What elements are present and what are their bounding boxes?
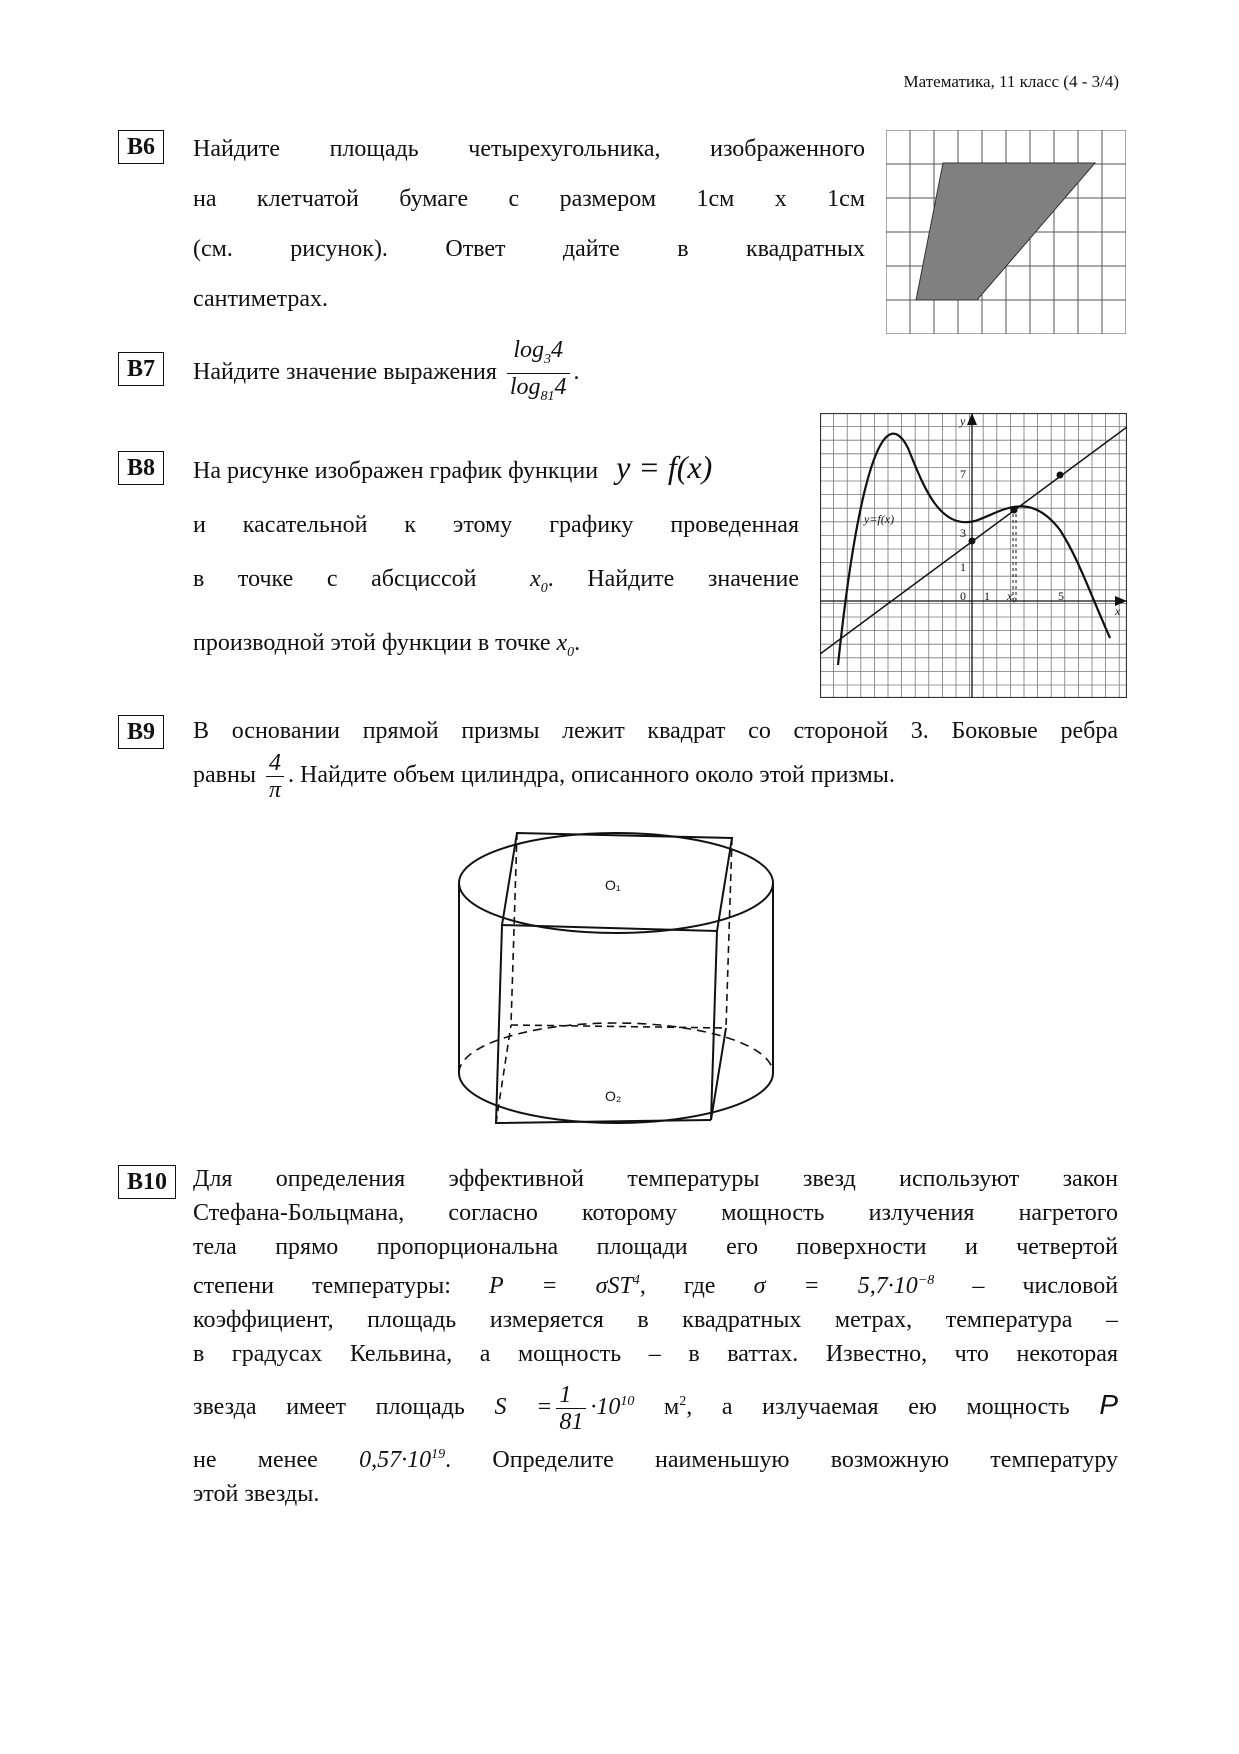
b6-line: на клетчатой бумаге с размером 1см х 1см (193, 186, 865, 212)
task-b8-text: На рисунке изображен график функции y = f(x) и касательной к этому графику проведенная в точке с абсциссой $x_0$. Найдите значение производной этой функции в точке $x_0$. (193, 449, 799, 660)
b10-line: тела прямо пропорциональна площади его поверхности и четвертой (193, 1234, 1118, 1260)
tangent-point-right (1057, 472, 1064, 479)
b8-line1: На рисунке изображен график функции (193, 458, 599, 484)
b10-line: коэффициент, площадь измеряется в квадратных метрах, температура – (193, 1307, 1118, 1333)
b10-line: этой звезды. (193, 1481, 320, 1507)
task-label-b6: B6 (118, 130, 164, 164)
tangent-point-y (969, 538, 976, 545)
task-label-b8: B8 (118, 451, 164, 485)
task-b10-text (193, 1162, 1118, 1511)
graph-border (821, 414, 1127, 698)
b6-grid-figure (886, 130, 1126, 334)
b8-line2: и касательной к этому графику проведенная (193, 512, 799, 538)
b9-cylinder-figure (455, 823, 785, 1143)
b10-line: звезда имеет площадь S = $\frac{1}{81}$ $\cdot 10^{10}$ $м^2$, а излучаемая ею мощность P (193, 1381, 1119, 1435)
b8-line4: производной этой функции в точке (193, 629, 551, 656)
prism-front-edges (496, 925, 711, 1123)
tick-1-y: 1 (960, 560, 966, 574)
label-o2: O₂ (605, 1088, 622, 1104)
b8-grid-lines (820, 413, 1127, 698)
task-label-b10: B10 (118, 1165, 176, 1199)
task-b6-text (193, 124, 865, 324)
b10-line: не менее $0,57\cdot 10^{19}$. Определите наименьшую возможную температуру (193, 1447, 1119, 1473)
tick-7: 7 (960, 467, 966, 481)
y-axis-label: y (960, 414, 966, 428)
tangency-point (1011, 507, 1018, 514)
b8-function-graph (820, 413, 1127, 698)
task-b7-text: Найдите значение выражения $\frac{\log_34}{\log_{81}4}$ . (193, 337, 580, 410)
task-b9-text: В основании прямой призмы лежит квадрат со стороной 3. Боковые ребра равны $\frac{4}{\pi}$ . Найдите объем цилиндра, описанного около этой призмы. (193, 712, 1118, 803)
page-header: Математика, 11 класс (4 - 3/4) (903, 72, 1119, 91)
b7-fraction: $\frac{\log_34}{\log_{81}4}$ (507, 337, 570, 410)
prism-bottom-back-hidden (511, 1025, 726, 1028)
b6-line: Найдите площадь четырехугольника, изображенного (193, 136, 865, 162)
b8-line3a: в точке с абсциссой (193, 566, 477, 592)
tick-3: 3 (960, 526, 966, 540)
tick-0: 0 (960, 589, 966, 603)
tick-1-x: 1 (984, 589, 990, 603)
x-axis-label: x (1115, 604, 1121, 618)
b10-line: Для определения эффективной температуры звезд используют закон (193, 1166, 1118, 1192)
b6-line: (см. рисунок). Ответ дайте в квадратных (193, 236, 865, 262)
task-label-b7: B7 (118, 352, 164, 386)
tick-x0: x₀ (1007, 589, 1017, 603)
tick-5: 5 (1058, 589, 1064, 603)
b6-line: сантиметрах. (193, 286, 329, 312)
b9-line1: В основании прямой призмы лежит квадрат со стороной 3. Боковые ребра (193, 718, 1118, 744)
b7-text: Найдите значение выражения (193, 358, 497, 385)
b10-line: в градусах Кельвина, а мощность – в ваттах. Известно, что некоторая (193, 1341, 1118, 1367)
b10-line: Стефана-Больцмана, согласно которому мощность излучения нагретого (193, 1200, 1118, 1226)
label-o1: O₁ (605, 877, 621, 893)
function-label: y=f(x) (864, 512, 895, 526)
y-axis-arrow (967, 413, 977, 425)
b8-line3b: . Найдите значение (547, 566, 799, 592)
b8-formula: y = f(x) (616, 449, 713, 485)
task-label-b9: B9 (118, 715, 164, 749)
b10-line: степени температуры: P = σST$^4$, где $\sigma = 5,7\cdot 10^{-8}$ – числовой (193, 1273, 1119, 1299)
